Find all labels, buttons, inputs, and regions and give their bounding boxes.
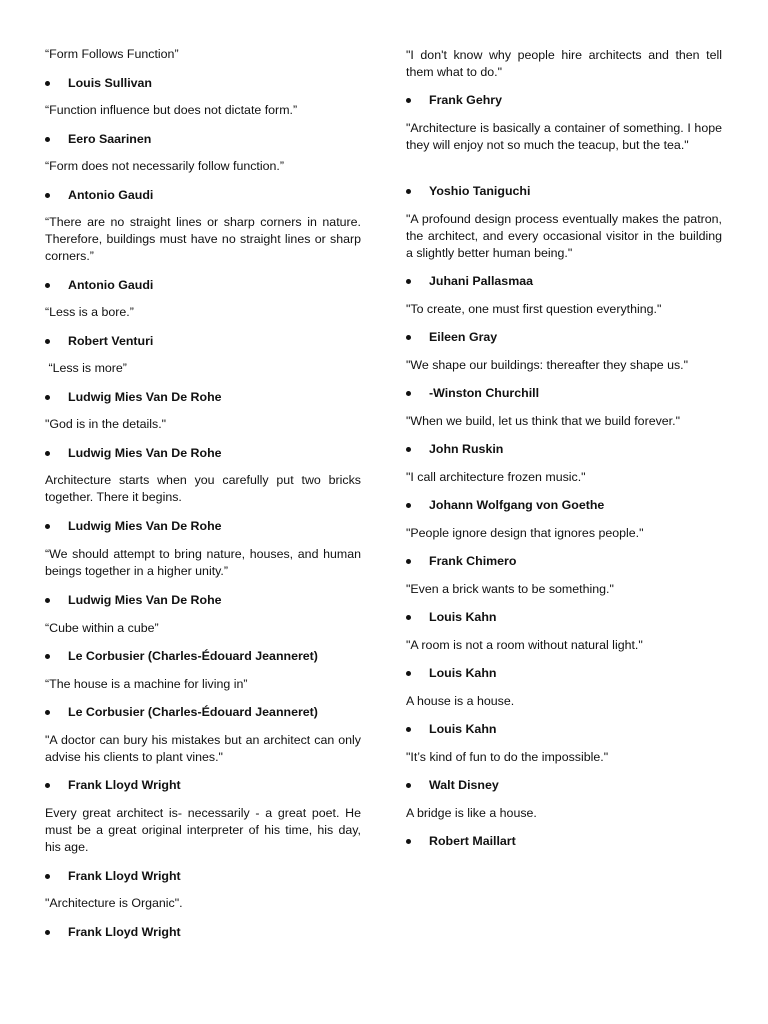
quote-author: Antonio Gaudi [45,277,384,294]
quote-text: "A room is not a room without natural light." [406,638,643,652]
bullet-icon [406,189,411,194]
bullet-icon [45,598,50,603]
quote-text: Architecture starts when you carefully put two bricks together. There it begins. [45,473,361,504]
quote-author: Louis Kahn [406,721,745,738]
bullet-icon [45,654,50,659]
quote-text: "A doctor can bury his mistakes but an architect can only advise his clients to plant vines." [45,733,361,764]
quote-text: A house is a house. [406,694,515,708]
bullet-icon [45,395,50,400]
quote-text: “There are no straight lines or sharp corners in nature. Therefore, buildings must have no straight lines or sharp corners.” [45,215,361,263]
quote-author: Johann Wolfgang von Goethe [406,497,745,514]
quote-text: "A profound design process eventually makes the patron, the architect, and every occasional visitor in the building a slightly better human being." [406,212,722,260]
quote-text: "I don't know why people hire architects and then tell them what to do." [406,48,722,79]
quote-author: Robert Venturi [45,333,384,350]
bullet-icon [406,335,411,340]
quote-author: Frank Lloyd Wright [45,868,384,885]
quote-text: "To create, one must first question everything." [406,302,662,316]
quote-author: Yoshio Taniguchi [406,183,745,200]
quote-author: Frank Lloyd Wright [45,777,384,794]
quote-text: "We shape our buildings: thereafter they shape us." [406,358,689,372]
bullet-icon [45,193,50,198]
bullet-icon [406,839,411,844]
quote-author: Eileen Gray [406,329,745,346]
quote-author: Louis Sullivan [45,75,384,92]
quote-text: Every great architect is- necessarily - a great poet. He must be a great original interpreter of his time, his day, his age. [45,806,361,854]
bullet-icon [406,503,411,508]
quote-text: "When we build, let us think that we build forever." [406,414,680,428]
quote-author: -Winston Churchill [406,385,745,402]
quote-text: "Even a brick wants to be something." [406,582,614,596]
quote-author: Ludwig Mies Van De Rohe [45,445,384,462]
bullet-icon [406,279,411,284]
quote-text: "People ignore design that ignores people." [406,526,644,540]
quote-author: Eero Saarinen [45,131,384,148]
bullet-icon [45,524,50,529]
quote-text: "Architecture is Organic". [45,896,183,910]
quote-author: Juhani Pallasmaa [406,273,745,290]
quote-text: “Function influence but does not dictate form.” [45,103,298,117]
bullet-icon [406,98,411,103]
bullet-icon [45,930,50,935]
quote-text: “Cube within a cube” [45,621,159,635]
quote-author: Louis Kahn [406,665,745,682]
quote-text: “The house is a machine for living in” [45,677,248,691]
quote-author: Le Corbusier (Charles-Édouard Jeanneret) [45,648,384,665]
quote-author: Antonio Gaudi [45,187,384,204]
quote-author: Frank Gehry [406,92,745,109]
bullet-icon [45,339,50,344]
quote-text: "Architecture is basically a container of something. I hope they will enjoy not so much the teacup, but the tea." [406,121,722,152]
quote-author: Robert Maillart [406,833,745,850]
bullet-icon [406,615,411,620]
bullet-icon [406,727,411,732]
quote-text: “We should attempt to bring nature, houses, and human beings together in a higher unity.” [45,547,361,578]
bullet-icon [45,874,50,879]
bullet-icon [45,451,50,456]
quote-text: "I call architecture frozen music." [406,470,586,484]
bullet-icon [406,391,411,396]
quote-text: “Form Follows Function” [45,47,179,61]
quote-author: Frank Lloyd Wright [45,924,384,941]
bullet-icon [45,81,50,86]
bullet-icon [406,671,411,676]
quote-text: “Form does not necessarily follow function.” [45,159,284,173]
quote-author: Walt Disney [406,777,745,794]
quote-author: Ludwig Mies Van De Rohe [45,389,384,406]
bullet-icon [45,283,50,288]
quote-author: Ludwig Mies Van De Rohe [45,518,384,535]
quote-author: Frank Chimero [406,553,745,570]
quote-text: "It’s kind of fun to do the impossible." [406,750,609,764]
quote-text: A bridge is like a house. [406,806,537,820]
bullet-icon [406,783,411,788]
bullet-icon [45,783,50,788]
quote-author: Louis Kahn [406,609,745,626]
quote-author: Ludwig Mies Van De Rohe [45,592,384,609]
quote-text: “Less is more” [45,361,127,375]
bullet-icon [45,137,50,142]
quote-text: "God is in the details." [45,417,167,431]
quote-author: John Ruskin [406,441,745,458]
quote-text: “Less is a bore.” [45,305,134,319]
bullet-icon [406,559,411,564]
bullet-icon [406,447,411,452]
bullet-icon [45,710,50,715]
quote-author: Le Corbusier (Charles-Édouard Jeanneret) [45,704,384,721]
